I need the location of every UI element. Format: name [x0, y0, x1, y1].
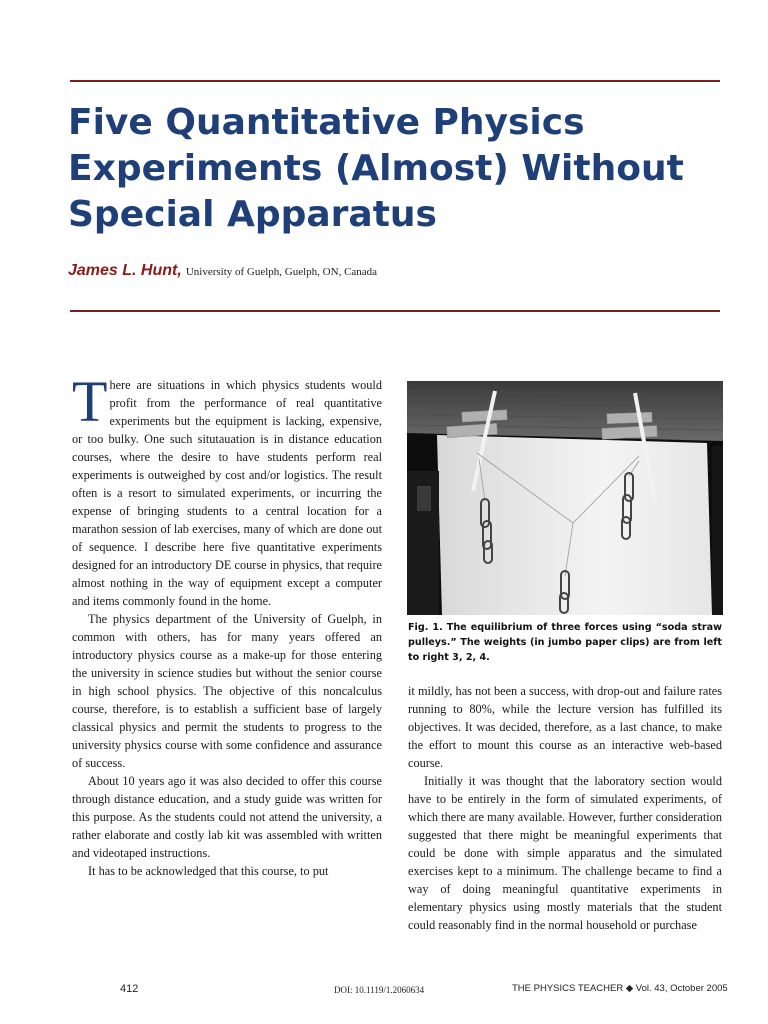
- article-title: Five Quantitative Physics Experiments (Almost) Without Special Apparatus: [68, 102, 684, 235]
- paragraph-distance-education: About 10 years ago it was also decided to offer this course through distance education, and a study guide was written for this purpose. As the students could not attend the university, a rather elaborate and costly lab kit was assembled with written and videotaped instructions.: [72, 774, 382, 860]
- paragraph-continued: it mildly, has not been a success, with drop-out and failure rates running to 80%, while the lecture version has fulfilled its objectives. It was decided, therefore, as a last chance, to make the effort to mount this course as an interactive web-based course.: [408, 684, 722, 770]
- paragraph-acknowledged: It has to be acknowledged that this course, to put: [88, 864, 329, 878]
- doi-text: DOI: 10.1119/1.2060634: [334, 985, 425, 995]
- header-rule: [70, 310, 720, 312]
- paragraph-intro: here are situations in which physics students would profit from the performance of real quantitative experiments but the equipment is lacking, expensive, or too bulky. One such situtauation is in distance education courses, where the desire to have students perform real experiments is outweighed by cost and/or logistics. The result often is a resort to simulated experiments, or incurring the expense of bringing students to a central location for a marathon session of lab exercises, many of which are done out of sequence. I describe here five quantitative experiments designed for an introductory DE course in physics, that require almost nothing in the way of equipment except a computer and items commonly found in the home.: [72, 378, 382, 608]
- top-rule: [70, 80, 720, 82]
- right-column: [408, 682, 722, 934]
- page-number: 412: [120, 983, 139, 995]
- byline: [68, 262, 377, 280]
- paragraph-department: The physics department of the University of Guelph, in common with others, has for many years offered an introductory physics course as a make-up for those entering the university in science studies but without the senior course in high school physics. The objective of this noncalculus course, therefore, is to establish a sufficient base of largely classical physics and permit the students to progress to the university physics course with some confidence and assurance of success.: [72, 612, 382, 770]
- paragraph-initially: Initially it was thought that the laboratory section would have to be entirely in the form of simulated experiments, of which there are many available. However, further consideration suggested that there might be meaningful experiments that could be done with simple apparatus and the simulated exercises kept to a minimum. The challenge became to find a way of doing meaningful quantitative experiments in elementary physics using mostly materials that the student could reasonably find in the normal household or purchase: [408, 774, 722, 932]
- author-name: James L. Hunt,: [68, 262, 182, 279]
- figure-illustration: [407, 381, 723, 615]
- figure-caption: Fig. 1. The equilibrium of three forces using “soda straw pulleys.” The weights (in jumbo paper clips) are from left to right 3, 2, 4.: [408, 622, 722, 663]
- journal-citation: THE PHYSICS TEACHER ◆ Vol. 43, October 2005: [512, 983, 728, 994]
- author-affiliation: University of Guelph, Guelph, ON, Canada: [185, 266, 378, 278]
- drop-cap: T: [72, 369, 108, 434]
- figure-photo: [407, 381, 723, 615]
- left-column: [72, 369, 382, 880]
